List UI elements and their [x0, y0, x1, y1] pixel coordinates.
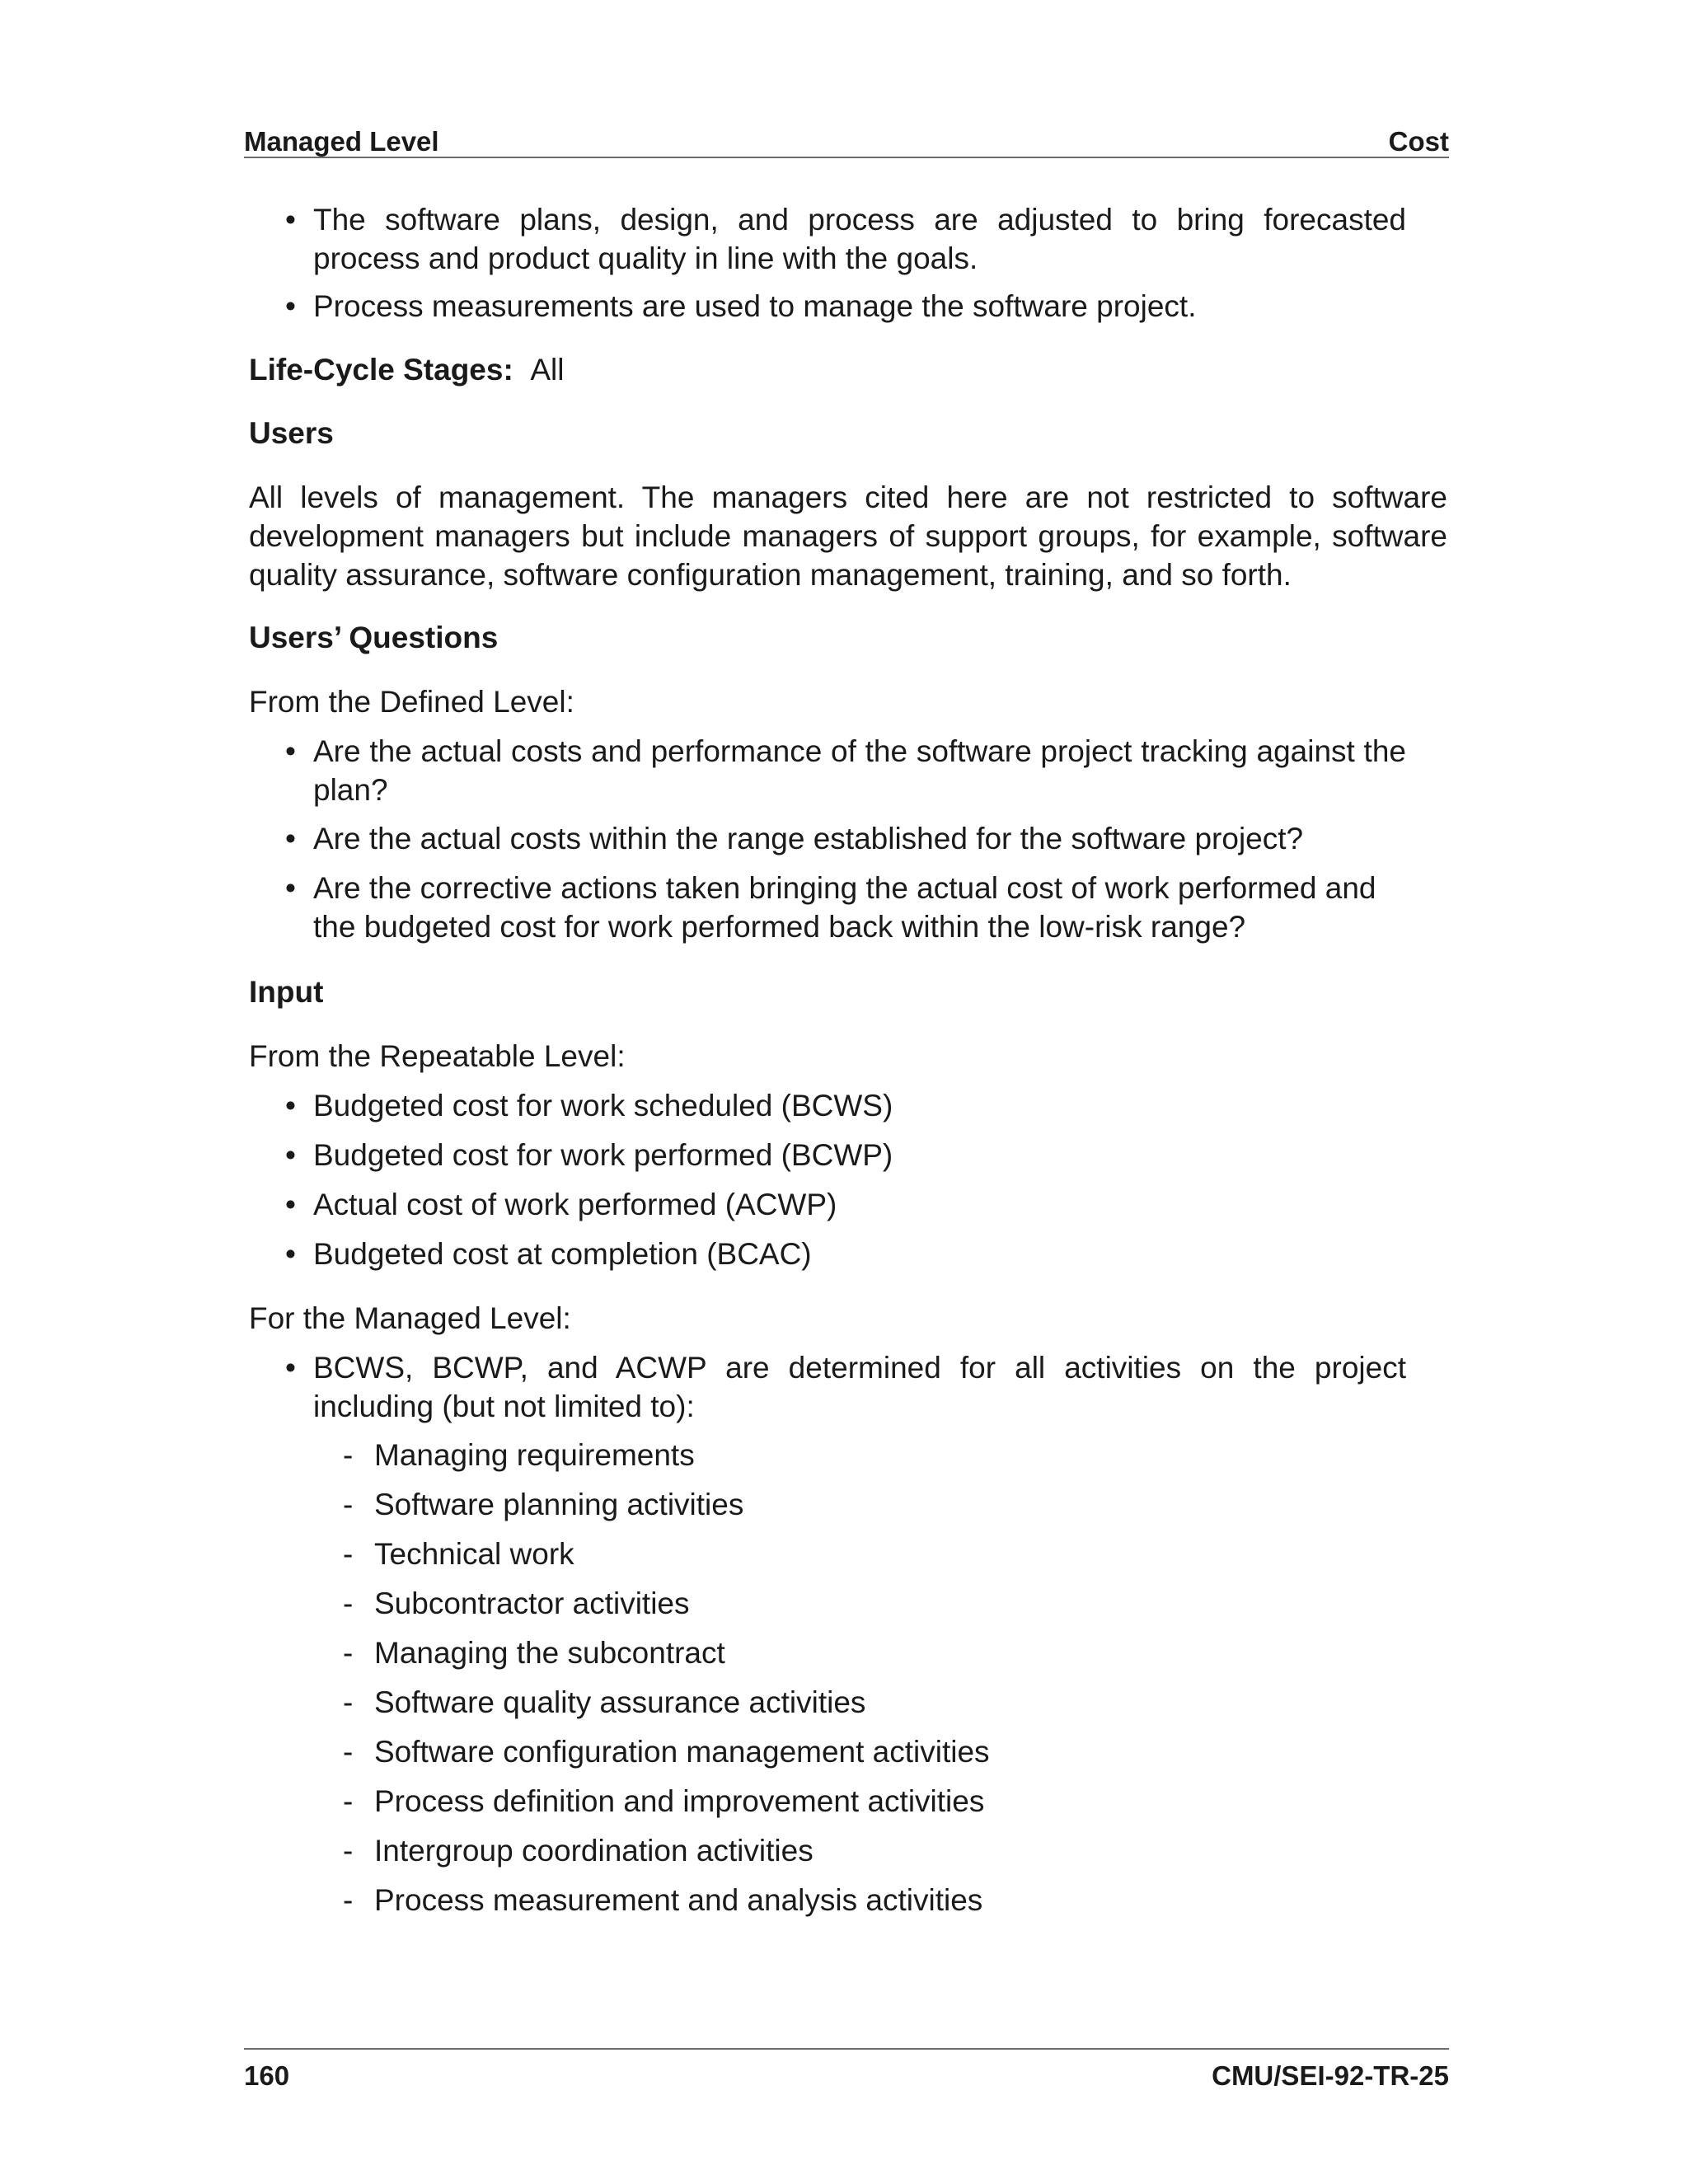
bullet-text: Are the corrective actions taken bringing the actual cost of work performed and the budgeted cost for work performed back within the low-risk range? — [313, 871, 1376, 944]
activity-text: Managing the subcontract — [374, 1636, 725, 1670]
dash-glyph: - — [343, 1735, 354, 1769]
bullet-text: Budgeted cost for work performed (BCWP) — [313, 1138, 893, 1172]
bullet-text: Actual cost of work performed (ACWP) — [313, 1188, 837, 1221]
input-heading: Input — [249, 975, 324, 1009]
activity-text: Subcontractor activities — [374, 1586, 690, 1620]
bullet-glyph: • — [285, 1089, 296, 1122]
dash-glyph: - — [343, 1488, 354, 1521]
bullet-glyph: • — [285, 734, 296, 768]
bullet-glyph: • — [285, 1237, 296, 1271]
dash-glyph: - — [343, 1438, 354, 1472]
users-questions-heading: Users’ Questions — [249, 621, 499, 654]
page-number: 160 — [244, 2060, 290, 2091]
footer-rule — [244, 2048, 1449, 2050]
bullet-glyph: • — [285, 289, 296, 323]
header-topic: Cost — [1388, 126, 1449, 157]
bullet-text: Process measurements are used to manage the software project. — [313, 289, 1197, 323]
document-id: CMU/SEI-92-TR-25 — [1212, 2060, 1449, 2091]
activity-text: Software quality assurance activities — [374, 1685, 866, 1719]
defined-level-intro: From the Defined Level: — [249, 685, 574, 719]
managed-level-intro: For the Managed Level: — [249, 1301, 571, 1335]
bullet-glyph: • — [285, 871, 296, 905]
bullet-text: BCWS, BCWP, and ACWP are determined for all activities on the project including (but not limited to): — [313, 1351, 1406, 1423]
header-rule — [244, 157, 1449, 158]
bullet-text: Budgeted cost at completion (BCAC) — [313, 1237, 812, 1271]
users-heading: Users — [249, 416, 334, 450]
activity-text: Technical work — [374, 1537, 574, 1571]
running-footer — [244, 2060, 1449, 2091]
bullet-text: Budgeted cost for work scheduled (BCWS) — [313, 1089, 893, 1122]
bullet-glyph: • — [285, 1188, 296, 1221]
dash-glyph: - — [343, 1586, 354, 1620]
activity-text: Intergroup coordination activities — [374, 1834, 814, 1868]
dash-glyph: - — [343, 1685, 354, 1719]
activity-text: Process measurement and analysis activities — [374, 1883, 983, 1917]
bullet-text: Are the actual costs and performance of the software project tracking against the plan? — [313, 734, 1406, 807]
dash-glyph: - — [343, 1636, 354, 1670]
bullet-text: The software plans, design, and process are adjusted to bring forecasted process and product quality in line with the goals. — [313, 203, 1406, 275]
dash-glyph: - — [343, 1883, 354, 1917]
bullet-text: Are the actual costs within the range established for the software project? — [313, 822, 1304, 855]
users-paragraph: All levels of management. The managers cited here are not restricted to software development managers but include managers of support groups, for example, software quality assurance, software configuration management, training, and so forth. — [249, 480, 1447, 592]
activity-text: Managing requirements — [374, 1438, 695, 1472]
activity-text: Software planning activities — [374, 1488, 744, 1521]
running-header — [244, 126, 1449, 157]
life-cycle-stages — [249, 350, 564, 389]
header-section-title: Managed Level — [244, 126, 439, 157]
bullet-glyph: • — [285, 1138, 296, 1172]
bullet-glyph: • — [285, 822, 296, 855]
life-cycle-value: All — [530, 353, 565, 387]
dash-glyph: - — [343, 1784, 354, 1818]
bullet-glyph: • — [285, 1351, 296, 1385]
dash-glyph: - — [343, 1834, 354, 1868]
activity-text: Software configuration management activities — [374, 1735, 990, 1769]
bullet-glyph: • — [285, 203, 296, 237]
life-cycle-label: Life-Cycle Stages: — [249, 353, 513, 387]
repeatable-level-intro: From the Repeatable Level: — [249, 1039, 626, 1073]
activity-text: Process definition and improvement activities — [374, 1784, 985, 1818]
dash-glyph: - — [343, 1537, 354, 1571]
